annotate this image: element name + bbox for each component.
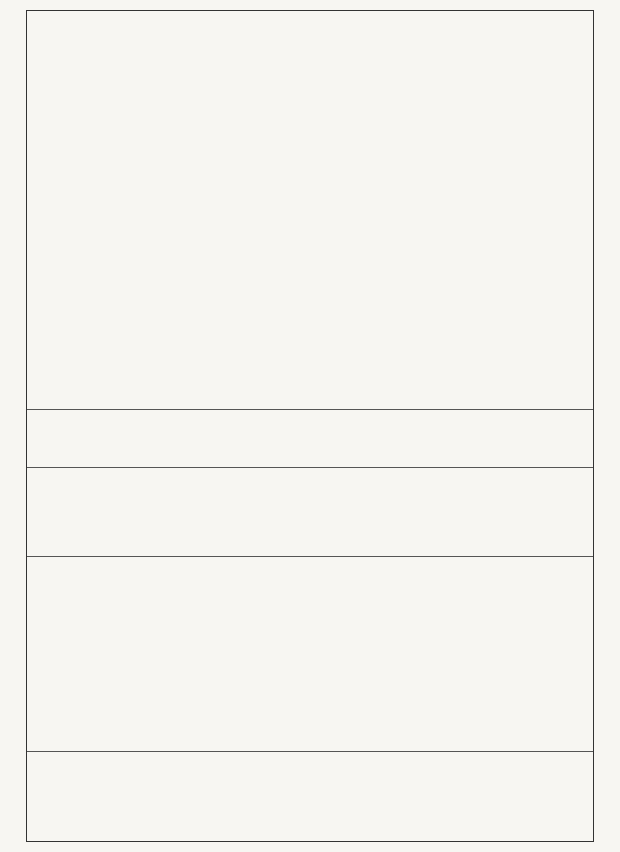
options-table (26, 10, 594, 842)
